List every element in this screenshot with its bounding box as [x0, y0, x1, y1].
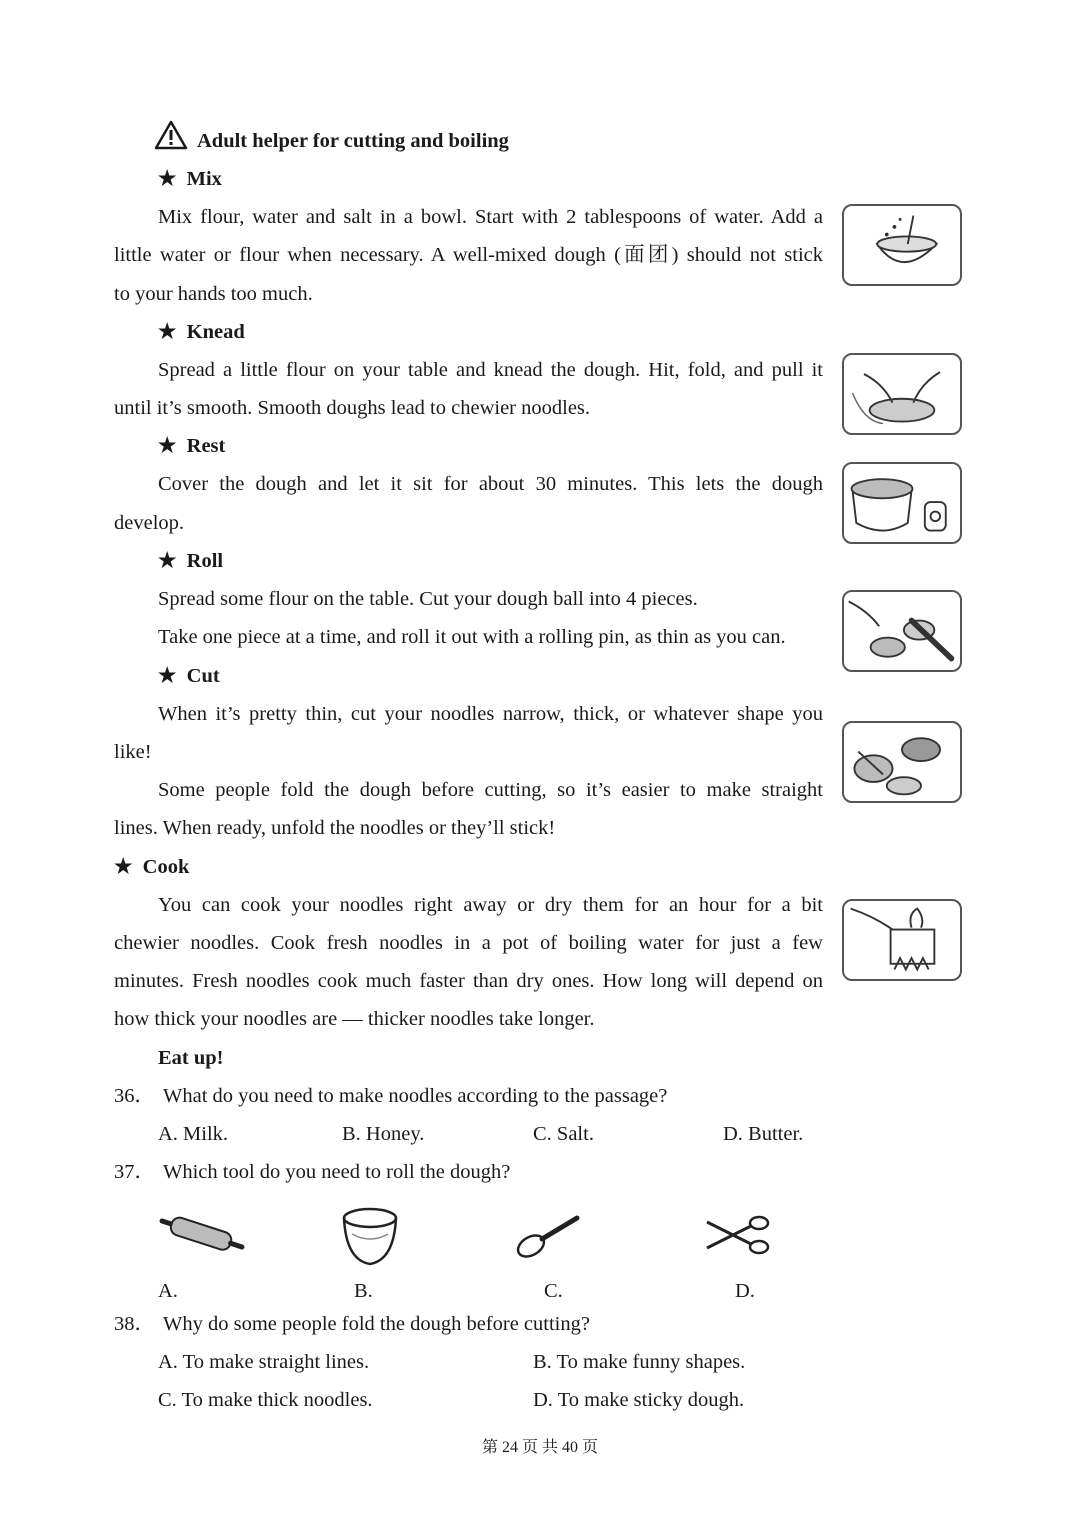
- star-icon: ★: [158, 168, 177, 190]
- step-heading-rest: [158, 434, 225, 458]
- question-36: [114, 1084, 667, 1108]
- scissors-icon: [703, 1214, 773, 1256]
- option-36-a[interactable]: A. Milk.: [158, 1123, 229, 1145]
- option-36-d[interactable]: D. Butter.: [723, 1123, 804, 1145]
- step-heading-cook: [114, 855, 189, 879]
- text-line: like!: [114, 741, 152, 763]
- star-icon: ★: [114, 856, 133, 878]
- option-38-b[interactable]: B. To make funny shapes.: [533, 1351, 746, 1373]
- star-icon: ★: [158, 550, 177, 572]
- text-line: Take one piece at a time, and roll it out with a rolling pin, as thin as you can.: [158, 626, 786, 648]
- step-title: Cook: [142, 856, 190, 878]
- star-icon: ★: [158, 435, 177, 457]
- step-title: Cut: [186, 665, 220, 687]
- text-line: Mix flour, water and salt in a bowl. Start with 2 tablespoons of water. Add a: [158, 206, 823, 228]
- step-heading-cut: [158, 664, 220, 688]
- step-title: Mix: [186, 168, 222, 190]
- text-line: You can cook your noodles right away or dry them for an hour for a bit: [158, 894, 823, 916]
- question-number: 37．: [114, 1161, 155, 1183]
- rolling-pin-icon: [156, 1212, 248, 1256]
- question-number: 36．: [114, 1085, 155, 1107]
- text-line: until it’s smooth. Smooth doughs lead to chewier noodles.: [114, 397, 591, 419]
- page-number: 第 24 页 共 40 页: [481, 1439, 598, 1456]
- cook-illustration: [842, 899, 962, 981]
- step-title: Knead: [186, 321, 245, 343]
- text-line: Some people fold the dough before cutting, so it’s easier to make straight: [158, 779, 823, 801]
- step-heading-knead: [158, 320, 245, 344]
- text-line: little water or flour when necessary. A well-mixed dough (面团) should not stick: [114, 244, 823, 266]
- question-text: Which tool do you need to roll the dough?: [163, 1161, 511, 1183]
- question-text: Why do some people fold the dough before cutting?: [163, 1313, 590, 1335]
- question-number: 38．: [114, 1313, 155, 1335]
- question-text: What do you need to make noodles according to the passage?: [163, 1085, 668, 1107]
- star-icon: ★: [158, 665, 177, 687]
- step-heading-mix: [158, 167, 222, 191]
- bowl-icon: [340, 1204, 400, 1268]
- text-line: how thick your noodles are — thicker noodles take longer.: [114, 1008, 595, 1030]
- option-38-d[interactable]: D. To make sticky dough.: [533, 1389, 745, 1411]
- text-line: develop.: [114, 512, 185, 534]
- option-36-c[interactable]: C. Salt.: [533, 1123, 594, 1145]
- text-line: minutes. Fresh noodles cook much faster than dry ones. How long will depend on: [114, 970, 823, 992]
- text-line: chewier noodles. Cook fresh noodles in a pot of boiling water for just a few: [114, 932, 823, 954]
- question-38: [114, 1312, 590, 1336]
- step-heading-roll: [158, 549, 223, 573]
- option-36-b[interactable]: B. Honey.: [342, 1123, 425, 1145]
- text-line: When it’s pretty thin, cut your noodles narrow, thick, or whatever shape you: [158, 703, 823, 725]
- rest-illustration: [842, 462, 962, 544]
- text-line: Spread some flour on the table. Cut your dough ball into 4 pieces.: [158, 588, 698, 610]
- step-title: Rest: [186, 435, 226, 457]
- knead-illustration: [842, 353, 962, 435]
- option-38-c[interactable]: C. To make thick noodles.: [158, 1389, 373, 1411]
- option-37-a[interactable]: A.: [158, 1280, 178, 1302]
- question-37: [114, 1160, 510, 1184]
- roll-illustration: [842, 590, 962, 672]
- text-line: to your hands too much.: [114, 283, 313, 305]
- option-37-b[interactable]: B.: [354, 1280, 373, 1302]
- text-line: Cover the dough and let it sit for about 30 minutes. This lets the dough: [158, 473, 823, 495]
- option-37-d[interactable]: D.: [735, 1280, 755, 1302]
- option-37-c[interactable]: C.: [544, 1280, 563, 1302]
- step-title: Roll: [186, 550, 224, 572]
- mix-illustration: [842, 204, 962, 286]
- spoon-icon: [513, 1212, 583, 1262]
- warning-text: Adult helper for cutting and boiling: [197, 130, 509, 152]
- star-icon: ★: [158, 321, 177, 343]
- text-line: Spread a little flour on your table and knead the dough. Hit, fold, and pull it: [158, 359, 823, 381]
- warning-icon: [154, 120, 188, 150]
- text-line: lines. When ready, unfold the noodles or they’ll stick!: [114, 817, 556, 839]
- option-38-a[interactable]: A. To make straight lines.: [158, 1351, 370, 1373]
- cut-illustration: [842, 721, 962, 803]
- eat-up-text: Eat up!: [158, 1047, 224, 1069]
